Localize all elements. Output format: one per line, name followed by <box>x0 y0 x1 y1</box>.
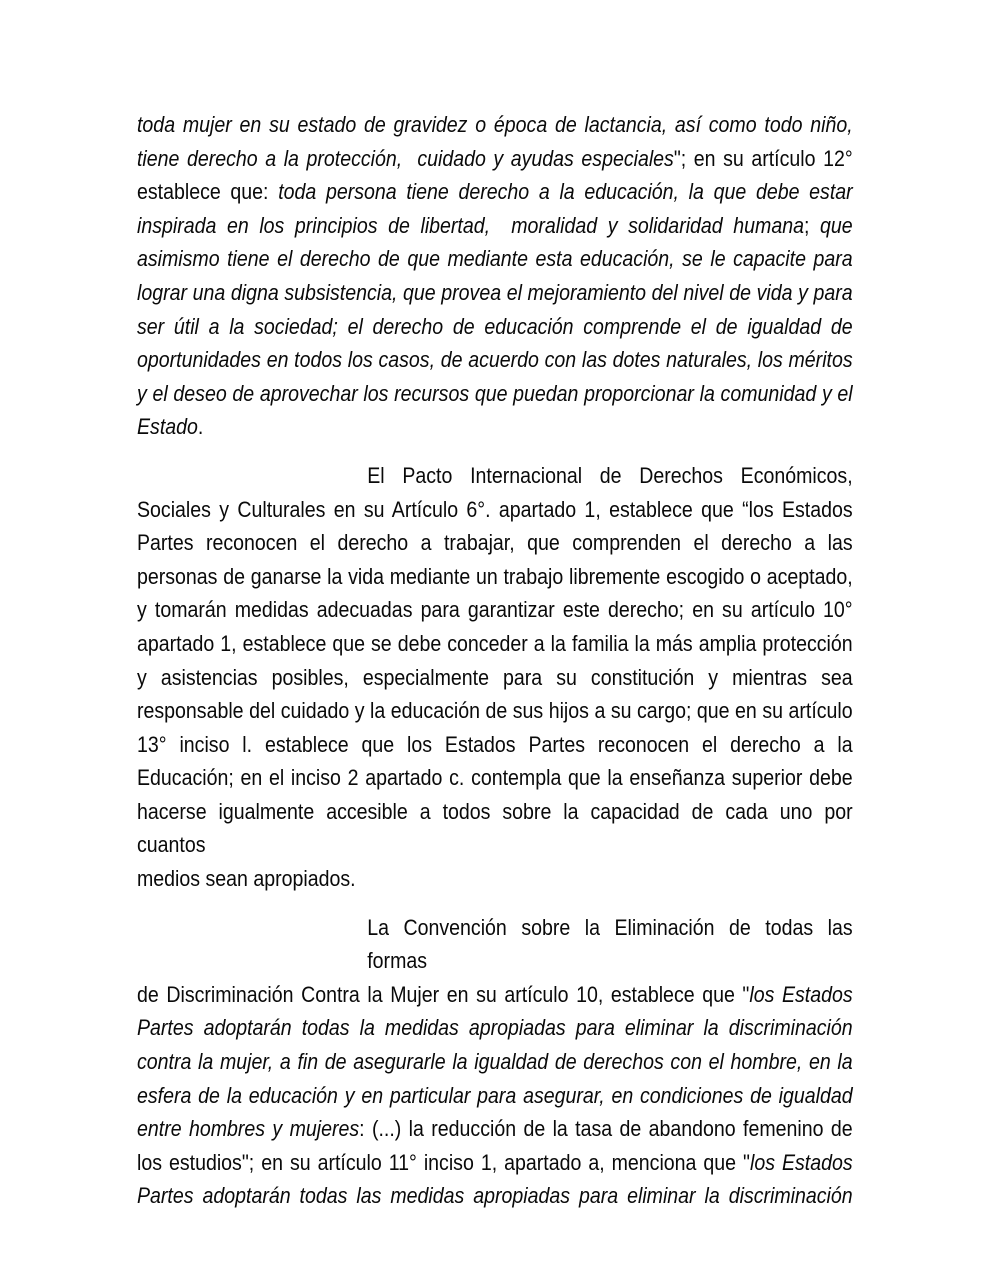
quoted-italic-text: tiene derecho a la protección, cuidado y ayudas especiales <box>137 145 674 171</box>
body-text: La Convención sobre la Eliminación de todas las formas <box>367 914 853 974</box>
text-line <box>137 209 853 243</box>
text-line <box>137 410 853 444</box>
text-line <box>137 377 853 411</box>
quoted-italic-text: que <box>819 212 853 238</box>
quoted-italic-text: contra la mujer, a fin de asegurarle la igualdad de derechos con el hombre, en la <box>137 1049 853 1075</box>
text-line <box>137 1011 853 1045</box>
quoted-italic-text: inspirada en los principios de libertad, moralidad y solidaridad humana <box>137 212 804 238</box>
text-line <box>137 493 853 527</box>
body-text: Educación; en el inciso 2 apartado c. contempla que la enseñanza superior debe <box>137 765 853 791</box>
body-text: . <box>197 414 204 440</box>
quoted-italic-text: los Estados <box>749 1149 853 1175</box>
text-line <box>137 526 853 560</box>
paragraph-1 <box>137 108 853 444</box>
body-text: medios sean apropiados. <box>137 866 356 892</box>
text-line <box>137 276 853 310</box>
body-text: El Pacto Internacional de Derechos Económicos, <box>367 462 853 488</box>
body-text: : (...) la reducción de la tasa de abandono femenino de <box>359 1116 853 1142</box>
quoted-italic-text: asimismo tiene el derecho de que mediante esta educación, se le capacite para <box>137 246 853 272</box>
body-text: responsable del cuidado y la educación de sus hijos a su cargo; que en su artículo <box>137 698 853 724</box>
body-text: hacerse igualmente accesible a todos sobre la capacidad de cada uno por cuantos <box>137 798 853 858</box>
quoted-italic-text: Partes adoptarán todas la medidas apropiadas para eliminar la discriminación <box>137 1015 853 1041</box>
text-line <box>137 560 853 594</box>
quoted-italic-text: Estado <box>137 414 198 440</box>
body-text: los estudios"; en su artículo 11° inciso 1, apartado a, menciona que " <box>137 1149 750 1175</box>
text-line <box>137 1112 853 1146</box>
text-line <box>137 1079 853 1113</box>
text-line <box>137 242 853 276</box>
quoted-italic-text: entre hombres y mujeres <box>137 1116 360 1142</box>
text-line <box>137 310 853 344</box>
quoted-italic-text: esfera de la educación y en particular para asegurar, en condiciones de igualdad <box>137 1082 853 1108</box>
quoted-italic-text: y el deseo de aprovechar los recursos que puedan proporcionar la comunidad y el <box>137 380 853 406</box>
text-line <box>137 862 853 896</box>
text-line <box>137 761 853 795</box>
text-line <box>137 1045 853 1079</box>
text-line <box>137 593 853 627</box>
text-line <box>137 978 853 1012</box>
body-text: y asistencias posibles, especialmente para su constitución y mientras sea <box>137 664 853 690</box>
text-line <box>137 1179 853 1213</box>
quoted-italic-text: oportunidades en todos los casos, de acuerdo con las dotes naturales, los méritos <box>137 347 853 373</box>
text-line <box>137 108 853 142</box>
text-line <box>137 459 853 493</box>
text-line <box>137 661 853 695</box>
text-line <box>137 627 853 661</box>
text-line <box>137 1146 853 1180</box>
body-text: Partes reconocen el derecho a trabajar, que comprenden el derecho a las <box>137 530 853 556</box>
document-text <box>137 108 853 1213</box>
body-text: de Discriminación Contra la Mujer en su artículo 10, establece que " <box>137 981 750 1007</box>
quoted-italic-text: toda persona tiene derecho a la educación, la que debe estar <box>278 179 853 205</box>
body-text: apartado 1, establece que se debe conceder a la familia la más amplia protección <box>137 630 853 656</box>
quoted-italic-text: lograr una digna subsistencia, que provea el mejoramiento del nivel de vida y para <box>137 279 853 305</box>
body-text: 13° inciso l. establece que los Estados Partes reconocen el derecho a la <box>137 731 853 757</box>
quoted-italic-text: ser útil a la sociedad; el derecho de educación comprende el de igualdad de <box>137 313 853 339</box>
body-text: personas de ganarse la vida mediante un trabajo libremente escogido o aceptado, <box>137 563 853 589</box>
paragraph-2 <box>137 459 853 896</box>
body-text: y tomarán medidas adecuadas para garantizar este derecho; en su artículo 10° <box>137 597 853 623</box>
text-line <box>137 142 853 176</box>
body-text: Sociales y Culturales en su Artículo 6°. apartado 1, establece que “los Estados <box>137 496 853 522</box>
quoted-italic-text: los Estados <box>749 981 853 1007</box>
body-text: establece que: <box>137 179 279 205</box>
text-line <box>137 343 853 377</box>
text-line <box>137 911 853 978</box>
quoted-italic-text: toda mujer en su estado de gravidez o época de lactancia, así como todo niño, <box>137 112 853 137</box>
body-text: "; en su artículo 12° <box>673 145 853 171</box>
body-text: ; <box>803 212 820 238</box>
text-line <box>137 175 853 209</box>
text-line <box>137 694 853 728</box>
quoted-italic-text: Partes adoptarán todas las medidas apropiadas para eliminar la discriminación <box>137 1183 853 1209</box>
text-line <box>137 795 853 862</box>
text-line <box>137 728 853 762</box>
paragraph-3 <box>137 911 853 1213</box>
